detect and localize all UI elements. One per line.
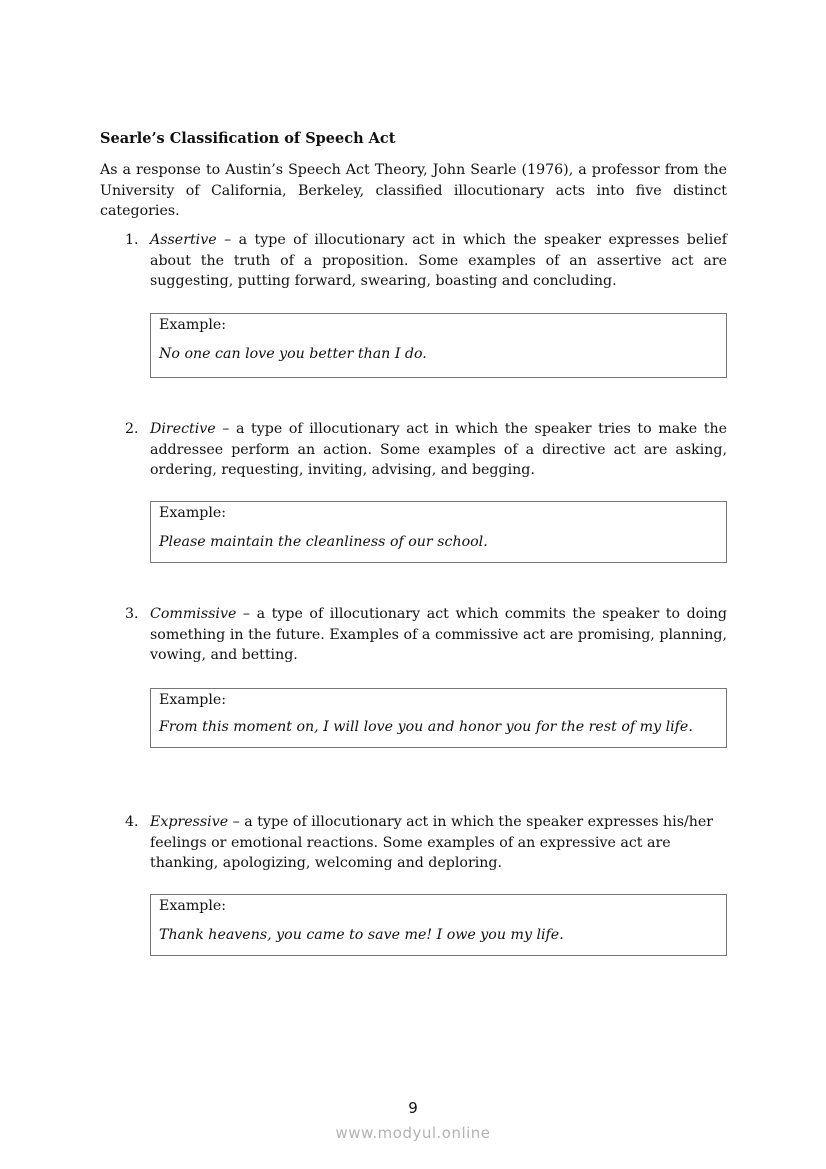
term: Commissive [150,606,237,622]
example-text: Thank heavens, you came to save me! I owe you my life. [159,927,564,943]
list-item-expressive [150,812,720,874]
example-box [150,501,727,563]
intro-paragraph: As a response to Austin’s Speech Act Theory, John Searle (1976), a professor from the University of California, Berkeley, classified illocutionary acts into five distinct categories. [100,162,727,219]
term: Expressive [150,814,229,830]
example-text: From this moment on, I will love you and honor you for the rest of my life. [159,719,693,735]
list-item-assertive [150,230,727,292]
definition: – a type of illocutionary act in which the speaker expresses belief about the truth of a proposition. Some examples of an assertive act are suggesting, putting forward, swearing, boasting and concluding. [150,232,727,289]
list-item-directive [150,419,727,481]
example-label: Example: [159,692,227,708]
example-text: No one can love you better than I do. [159,346,427,362]
watermark: www.modyul.online [335,1124,491,1142]
definition: – a type of illocutionary act which commits the speaker to doing something in the future. Examples of a commissive act are promising, planning, vowing, and betting. [150,606,727,663]
example-label: Example: [159,317,227,333]
item-number: 4. [125,814,139,830]
list-item-commissive [150,604,727,666]
term: Assertive [150,232,217,248]
example-text: Please maintain the cleanliness of our school. [159,534,488,550]
example-label: Example: [159,505,227,521]
section-heading: Searle’s Classification of Speech Act [100,130,396,147]
example-box [150,313,727,378]
example-box [150,894,727,956]
definition: – a type of illocutionary act in which the speaker expresses his/her feelings or emotional reactions. Some examples of an expressive act are thanking, apologizing, welcoming and deploring. [150,814,714,871]
page-number: 9 [408,1099,418,1117]
item-number: 1. [125,232,139,248]
example-box [150,688,727,748]
definition: – a type of illocutionary act in which the speaker tries to make the addressee perform an action. Some examples of a directive act are asking, ordering, requesting, inviting, advising, and begging. [150,421,727,478]
item-number: 3. [125,606,139,622]
example-label: Example: [159,898,227,914]
term: Directive [150,421,216,437]
item-number: 2. [125,421,139,437]
